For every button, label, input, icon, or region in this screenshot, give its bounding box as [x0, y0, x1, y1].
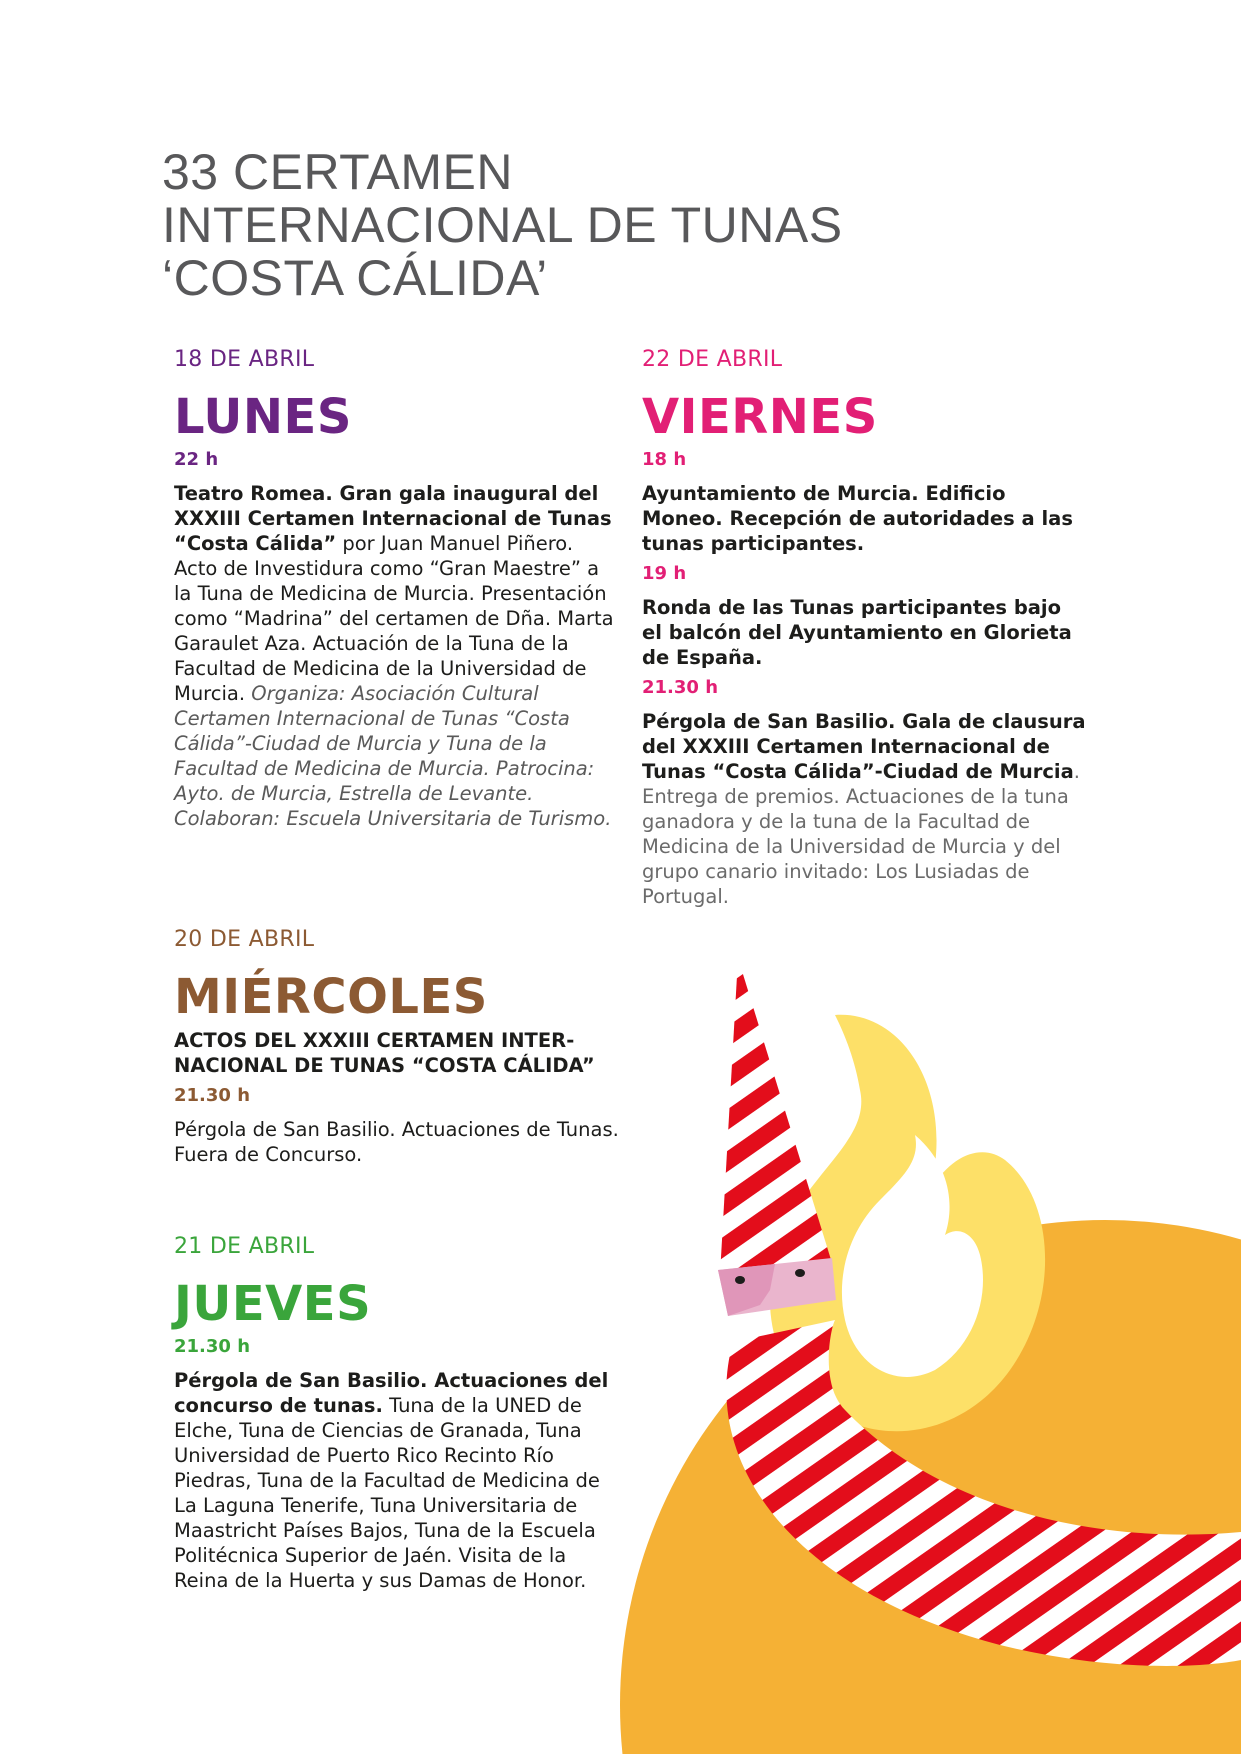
day-date: 21 DE ABRIL: [174, 1234, 315, 1259]
event-description: [642, 709, 1087, 909]
title-line: INTERNACIONAL DE TUNAS: [162, 197, 843, 253]
day-miercoles: [174, 926, 619, 1167]
event-time: 18 h: [642, 449, 687, 470]
day-name: JUEVES: [174, 1276, 372, 1332]
event-text: . Entrega de premios. Actuaciones de la tuna ganadora y de la tuna de la Facultad de Medicina de la Universidad de Murcia y del grupo canario invitado: Los Lusiadas de Portugal.: [642, 760, 1080, 908]
eye-icon: [795, 1269, 805, 1277]
capirote-shape: [720, 958, 832, 1275]
title-line: 33 CERTAMEN: [162, 144, 513, 200]
day-date: 20 DE ABRIL: [174, 927, 315, 952]
day-lunes: [174, 346, 619, 831]
event-text: por Juan Manuel Piñero. Acto de Investidura como “Gran Maestre” a la Tuna de Medicina de Murcia. Presentación como “Madrina” del certamen de Dña. Marta Garaulet Aza. Actuación de la Tuna de la Facultad de Medicina de la Universidad de Murcia.: [174, 532, 614, 705]
event-title: Ayuntamiento de Murcia. Edificio Moneo. Recepción de autoridades a las tunas participantes.: [642, 482, 1073, 555]
day-name: LUNES: [174, 389, 352, 445]
event-title: Pérgola de San Basilio. Actuaciones del concurso de tunas.: [174, 1369, 609, 1417]
page-title: [162, 146, 922, 305]
day-date: 22 DE ABRIL: [642, 347, 783, 372]
event-heading: [174, 1028, 619, 1078]
event-time: 21.30 h: [174, 1336, 251, 1357]
event-description: Pérgola de San Basilio. Actuaciones de Tunas. Fuera de Concurso.: [174, 1118, 619, 1166]
event-description: [642, 481, 1087, 556]
event-description: [174, 1368, 619, 1593]
eye-icon: [735, 1276, 745, 1284]
event-text: Tuna de la UNED de Elche, Tuna de Ciencias de Granada, Tuna Universidad de Puerto Rico Recinto Río Piedras, Tuna de la Facultad de Medicina de La Laguna Tenerife, Tuna Universitaria de Maastricht Países Bajos, Tuna de la Escuela Politécnica Superior de Jaén. Visita de la Reina de la Huerta y sus Damas de Honor.: [174, 1394, 600, 1592]
event-credits: Organiza: Asociación Cultural Certamen Internacional de Tunas “Costa Cálida”-Ciudad de Murcia y Tuna de la Facultad de Medicina de Murcia. Patrocina: Ayto. de Murcia, Estrella de Levante. Colaboran: Escuela Universitaria de Turismo.: [174, 682, 612, 830]
event-description: [174, 481, 619, 831]
day-name: VIERNES: [642, 389, 878, 445]
title-line: ‘COSTA CÁLIDA’: [162, 250, 548, 306]
event-title: Teatro Romea. Gran gala inaugural del XXXIII Certamen Internacional de Tunas “Costa Cálida”: [174, 482, 612, 555]
event-time: 21.30 h: [642, 677, 719, 698]
day-viernes: [642, 346, 1087, 909]
event-title: Pérgola de San Basilio. Gala de clausura del XXXIII Certamen Internacional de Tunas “Costa Cálida”-Ciudad de Murcia: [642, 710, 1086, 783]
event-time: 21.30 h: [174, 1085, 251, 1106]
day-name: MIÉRCOLES: [174, 969, 488, 1025]
day-jueves: [174, 1233, 619, 1593]
event-title: Ronda de las Tunas participantes bajo el balcón del Ayuntamiento en Glorieta de España.: [642, 596, 1072, 669]
day-date: 18 DE ABRIL: [174, 347, 315, 372]
event-time: 22 h: [174, 449, 219, 470]
event-title: ACTOS DEL XXXIII CERTAMEN INTER-NACIONAL DE TUNAS “COSTA CÁLIDA”: [174, 1029, 595, 1077]
event-description: [642, 595, 1087, 670]
event-time: 19 h: [642, 563, 687, 584]
